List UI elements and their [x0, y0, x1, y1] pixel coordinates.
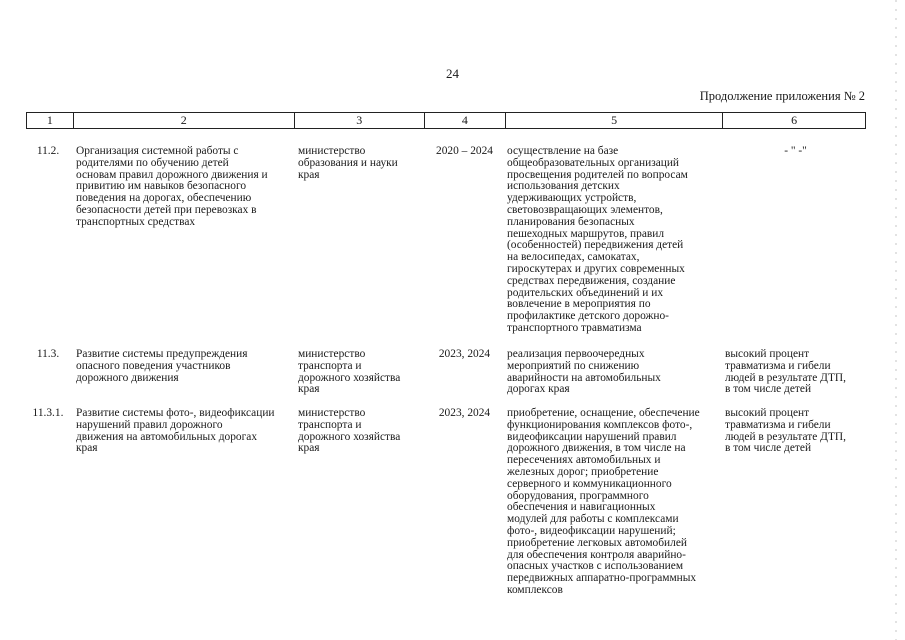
- column-header-3: 3: [294, 113, 424, 129]
- column-header-4: 4: [424, 113, 505, 129]
- table-row: [26, 349, 866, 396]
- table-row: [26, 146, 866, 335]
- column-header-6: 6: [723, 113, 866, 129]
- page-number: 24: [446, 66, 459, 81]
- row-period: 2023, 2024: [438, 348, 491, 360]
- row-risk: высокий процент травматизма и гибели людей в результате ДТП, в том числе детей: [725, 348, 846, 396]
- column-header-row: [27, 113, 866, 129]
- column-header-2: 2: [73, 113, 294, 129]
- row-number: 11.2.: [36, 145, 60, 157]
- row-period: 2020 – 2024: [436, 145, 493, 157]
- row-number: 11.3.1.: [32, 407, 64, 419]
- row-period: 2023, 2024: [438, 407, 491, 419]
- continuation-note: Продолжение приложения № 2: [699, 89, 865, 103]
- row-result: приобретение, оснащение, обеспечение функционирования комплексов фото-, видеофиксации нарушений правил дорожного движения, в том числе на пересечениях автомобильных и железных дорог; приобретение серверного и коммуникационного оборудования, программного обеспечения и навигационных модулей для работы с комплексами фото-, видеофиксации нарушений; приобретение легковых автомобилей для обеспечения контроля аварийно- опасных участков с использованием передвижных аппаратно-программных комплексов: [507, 407, 700, 596]
- row-executor: министерство транспорта и дорожного хозяйства края: [298, 407, 401, 455]
- row-activity: Развитие системы предупреждения опасного поведения участников дорожного движения: [76, 348, 248, 384]
- row-risk: - " -": [784, 145, 807, 157]
- row-executor: министерство образования и науки края: [298, 145, 398, 181]
- row-executor: министерство транспорта и дорожного хозяйства края: [298, 348, 401, 396]
- row-result: осуществление на базе общеобразовательных организаций просвещения родителей по вопросам использования детских удерживающих устройств, световозвращающих элементов, планирования безопасных пешеходных маршрутов, правил (особенностей) передвижения детей на велосипедах, самокатах, гироскутерах и других современных средствах передвижения, создание родительских объединений и их вовлечение в мероприятия по профилактике детского дорожно- транспортного травматизма: [507, 145, 688, 334]
- column-header-5: 5: [506, 113, 723, 129]
- row-number: 11.3.: [36, 348, 60, 360]
- column-header-table: [26, 112, 866, 129]
- column-header-1: 1: [27, 113, 74, 129]
- row-risk: высокий процент травматизма и гибели людей в результате ДТП, в том числе детей: [725, 407, 846, 455]
- row-activity: Организация системной работы с родителями по обучению детей основам правил дорожного движения и привитию им навыков безопасного поведения на дорогах, обеспечению безопасности детей при перевозках в транспортных средствах: [76, 145, 268, 228]
- row-result: реализация первоочередных мероприятий по снижению аварийности на автомобильных дорогах края: [507, 348, 661, 396]
- row-activity: Развитие системы фото-, видеофиксации нарушений правил дорожного движения на автомобильных дорогах края: [76, 407, 275, 455]
- scan-edge-decoration: [895, 0, 897, 640]
- table-row: [26, 408, 866, 597]
